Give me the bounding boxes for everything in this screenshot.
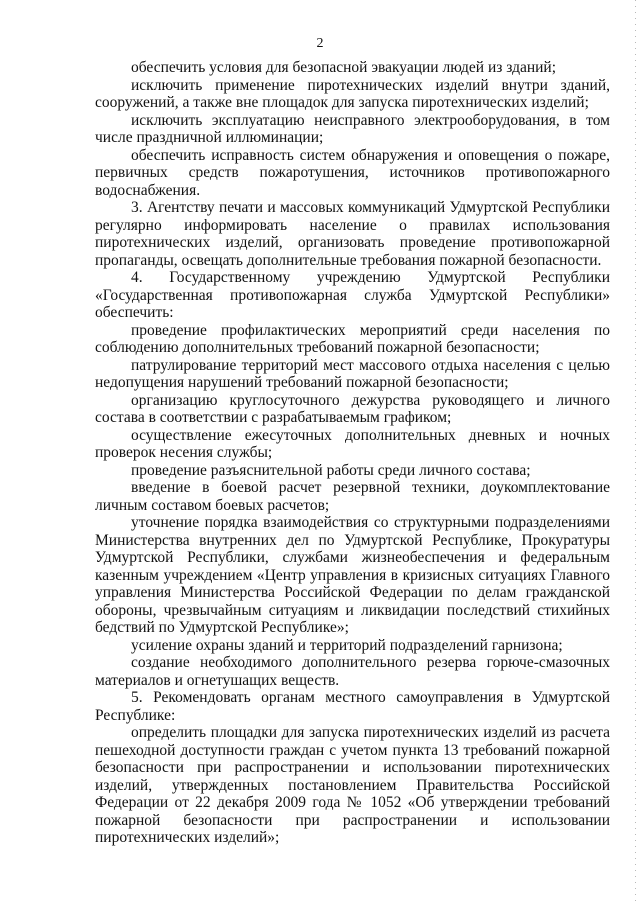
paragraph-interaction-procedure: уточнение порядка взаимодействия со структурными подразделениями Министерства внутренних дел по Удмуртской Республике, Прокуратуры Удмуртской Республики, службами жизнеобеспечения и федеральным казенным учреждением «Центр управления в кризисных ситуациях Главного управления Министерства Российской Федерации по делам гражданской обороны, чрезвычайным ситуациям и ликвидации последствий стихийных бедствий по Удмуртской Республике»; [95, 514, 610, 636]
paragraph-launch-sites: определить площадки для запуска пиротехнических изделий из расчета пешеходной доступности граждан с учетом пункта 13 требований пожарной безопасности при распространении и использовании пиротехнических изделий, утвержденных постановлением Правительства Российской Федерации от 22 декабря 2009 года № 1052 «Об утверждении требований пожарной безопасности при распространении и использовании пиротехнических изделий»; [95, 724, 610, 846]
paragraph-staff-briefing: проведение разъяснительной работы среди личного состава; [131, 461, 531, 479]
document-body [95, 59, 610, 847]
paragraph-item-4-fire-service: 4. Государственному учреждению Удмуртской Республики «Государственная противопожарная служба Удмуртской Республики» обеспечить: [95, 269, 610, 321]
paragraph-fuel-reserve: создание необходимого дополнительного резерва горюче-смазочных материалов и огнетушащих веществ. [95, 654, 610, 689]
paragraph-patrolling: патрулирование территорий мест массового отдыха населения с целью недопущения нарушений требований пожарной безопасности; [95, 356, 610, 391]
paragraph-item-3-press-agency: 3. Агентству печати и массовых коммуникаций Удмуртской Республики регулярно информировать население о правилах использования пиротехнических изделий, организовать проведение противопожарной пропаганды, освещать дополнительные требования пожарной безопасности. [95, 199, 610, 269]
paragraph-preventive-measures: проведение профилактических мероприятий среди населения по соблюдению дополнительных требований пожарной безопасности; [95, 321, 610, 356]
scan-edge-artifact [635, 0, 636, 905]
paragraph-service-checks: осуществление ежесуточных дополнительных дневных и ночных проверок несения службы; [95, 426, 610, 461]
paragraph-reserve-equipment: введение в боевой расчет резервной техники, доукомплектование личным составом боевых расчетов; [95, 479, 610, 514]
paragraph-round-the-clock-duty: организацию круглосуточного дежурства руководящего и личного состава в соответствии с разрабатываемым графиком; [95, 391, 610, 426]
paragraph-evacuation: обеспечить условия для безопасной эвакуации людей из зданий; [131, 59, 557, 76]
paragraph-fire-systems: обеспечить исправность систем обнаружения и оповещения о пожаре, первичных средств пожаротушения, источников противопожарного водоснабжения. [95, 146, 610, 199]
page-number: 2 [316, 36, 324, 51]
paragraph-electrical-equipment: исключить эксплуатацию неисправного электрооборудования, в том числе праздничной иллюминации; [95, 111, 610, 146]
paragraph-pyrotechnics-ban: исключить применение пиротехнических изделий внутри зданий, сооружений, а также вне площадок для запуска пиротехнических изделий; [95, 76, 610, 111]
paragraph-building-security: усиление охраны зданий и территорий подразделений гарнизона; [131, 636, 563, 654]
paragraph-item-5-local-government: 5. Рекомендовать органам местного самоуправления в Удмуртской Республике: [95, 689, 610, 724]
